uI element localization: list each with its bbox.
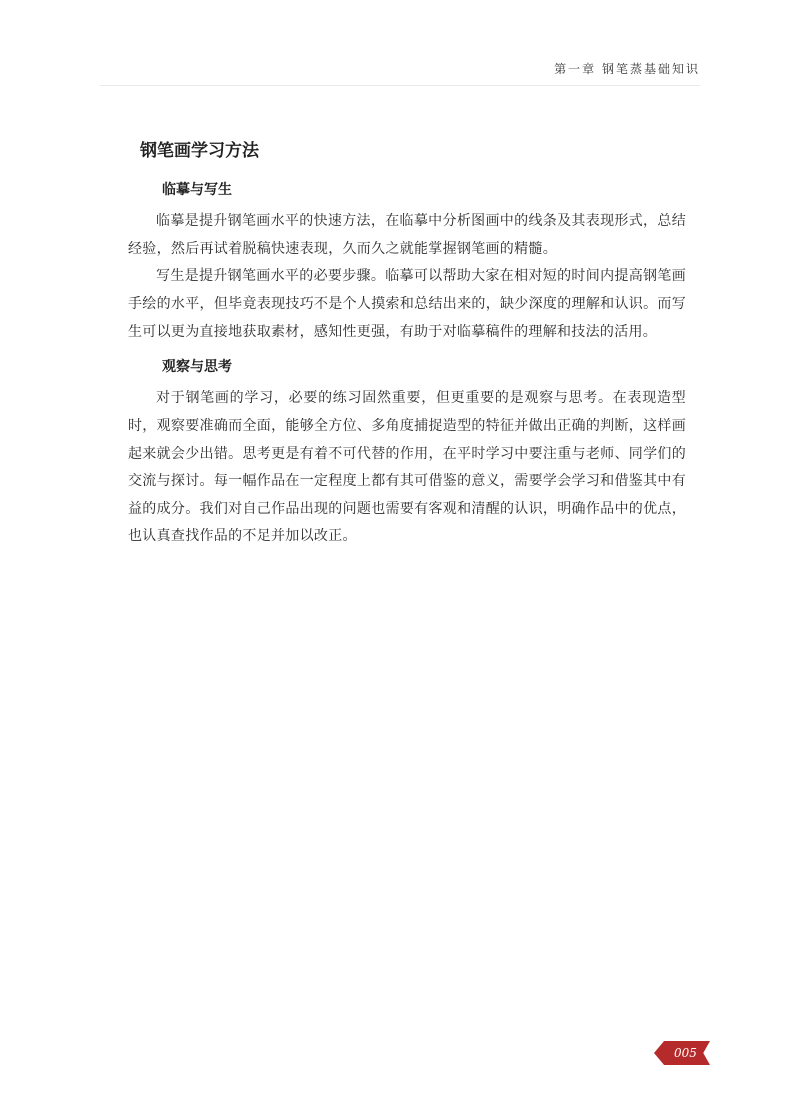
page-number: 005 [674, 1046, 697, 1060]
page-content [128, 140, 686, 551]
section-title: 钢笔画学习方法 [140, 141, 259, 161]
paragraph: 写生是提升钢笔画水平的必要步骤。临摹可以帮助大家在相对短的时间内提高钢笔画手绘的水平，但毕竟表现技巧不是个人摸索和总结出来的，缺少深度的理解和认识。而写生可以更为直接地获取素材，感知性更强，有助于对临摹稿件的理解和技法的活用。 [128, 268, 686, 340]
paragraph: 临摹是提升钢笔画水平的快速方法，在临摹中分析图画中的线条及其表现形式，总结经验，然后再试着脱稿快速表现，久而久之就能掌握钢笔画的精髓。 [128, 213, 686, 257]
header-divider [100, 85, 700, 86]
subsection-observation-and-thinking [128, 358, 686, 551]
subsection-copying-and-sketching [128, 181, 686, 346]
paragraph: 对于钢笔画的学习，必要的练习固然重要，但更重要的是观察与思考。在表现造型时，观察要准确而全面，能够全方位、多角度捕捉造型的特征并做出正确的判断，这样画起来就会少出错。思考更是有着不可代替的作用，在平时学习中要注重与老师、同学们的交流与探讨。每一幅作品在一定程度上都有其可借鉴的意义，需要学会学习和借鉴其中有益的成分。我们对自己作品出现的问题也需要有客观和清醒的认识，明确作品中的优点，也认真查找作品的不足并加以改正。 [128, 390, 686, 545]
subsection-heading: 观察与思考 [162, 359, 232, 376]
subsection-heading: 临摹与写生 [162, 182, 232, 199]
running-header: 第一章 钢笔蒸基础知识 [554, 62, 700, 76]
